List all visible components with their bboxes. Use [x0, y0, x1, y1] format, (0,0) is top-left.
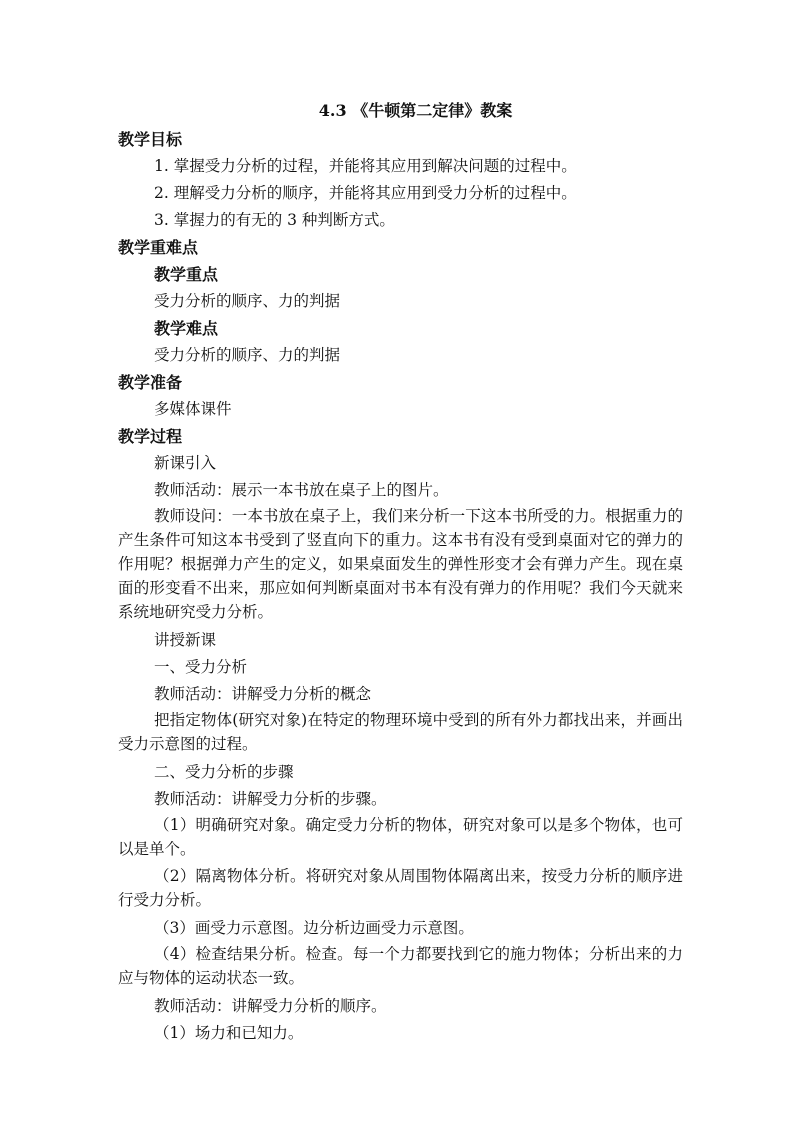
process-line: 教师活动：讲解受力分析的概念 — [154, 685, 372, 703]
heading-process: 教学过程 — [118, 427, 183, 446]
goal-item: 2. 理解受力分析的顺序，并能将其应用到受力分析的过程中。 — [154, 184, 577, 202]
process-paragraph: 教师设问：一本书放在桌子上，我们来分析一下这本书所受的力。根据重力的产生条件可知这本书受到了竖直向下的重力。这本书有没有受到桌面对它的弹力的作用呢？根据弹力产生的定义，如果桌面发生的弹性形变才会有弹力产生。现在桌面的形变看不出来，那应如何判断桌面对书本有没有弹力的作用呢？我们今天就来系统地研究受力分析。 — [118, 507, 683, 621]
heading-difficulty: 教学难点 — [154, 319, 219, 338]
process-paragraph: （4）检查结果分析。检查。每一个力都要找到它的施力物体；分析出来的力应与物体的运动状态一致。 — [118, 945, 683, 987]
process-line: 教师活动：讲解受力分析的步骤。 — [154, 790, 387, 808]
goal-item: 3. 掌握力的有无的 3 种判断方式。 — [154, 211, 395, 229]
heading-key-points: 教学重难点 — [118, 238, 199, 257]
process-line: 讲授新课 — [154, 631, 217, 649]
process-line: （1）场力和已知力。 — [154, 1024, 304, 1042]
process-line: 教师活动：讲解受力分析的顺序。 — [154, 997, 387, 1015]
process-line: 二、受力分析的步骤 — [154, 763, 294, 781]
process-paragraph: （1）明确研究对象。确定受力分析的物体，研究对象可以是多个物体，也可以是单个。 — [118, 816, 683, 858]
difficulty-text: 受力分析的顺序、力的判据 — [154, 346, 341, 364]
process-paragraph: （2）隔离物体分析。将研究对象从周围物体隔离出来，按受力分析的顺序进行受力分析。 — [118, 867, 683, 909]
focus-text: 受力分析的顺序、力的判据 — [154, 292, 341, 310]
process-line: 新课引入 — [154, 454, 217, 472]
heading-prep: 教学准备 — [118, 373, 183, 392]
process-line: 一、受力分析 — [154, 658, 248, 676]
document-title: 4.3 《牛顿第二定律》教案 — [318, 101, 513, 120]
process-line: 教师活动：展示一本书放在桌子上的图片。 — [154, 481, 449, 499]
heading-goals: 教学目标 — [118, 130, 183, 149]
heading-focus: 教学重点 — [154, 265, 219, 284]
goal-item: 1. 掌握受力分析的过程，并能将其应用到解决问题的过程中。 — [154, 157, 577, 175]
process-line: （3）画受力示意图。边分析边画受力示意图。 — [154, 919, 474, 937]
process-paragraph: 把指定物体(研究对象)在特定的物理环境中受到的所有外力都找出来，并画出受力示意图的过程。 — [118, 711, 683, 753]
prep-text: 多媒体课件 — [154, 400, 232, 418]
document-body — [118, 96, 683, 1047]
